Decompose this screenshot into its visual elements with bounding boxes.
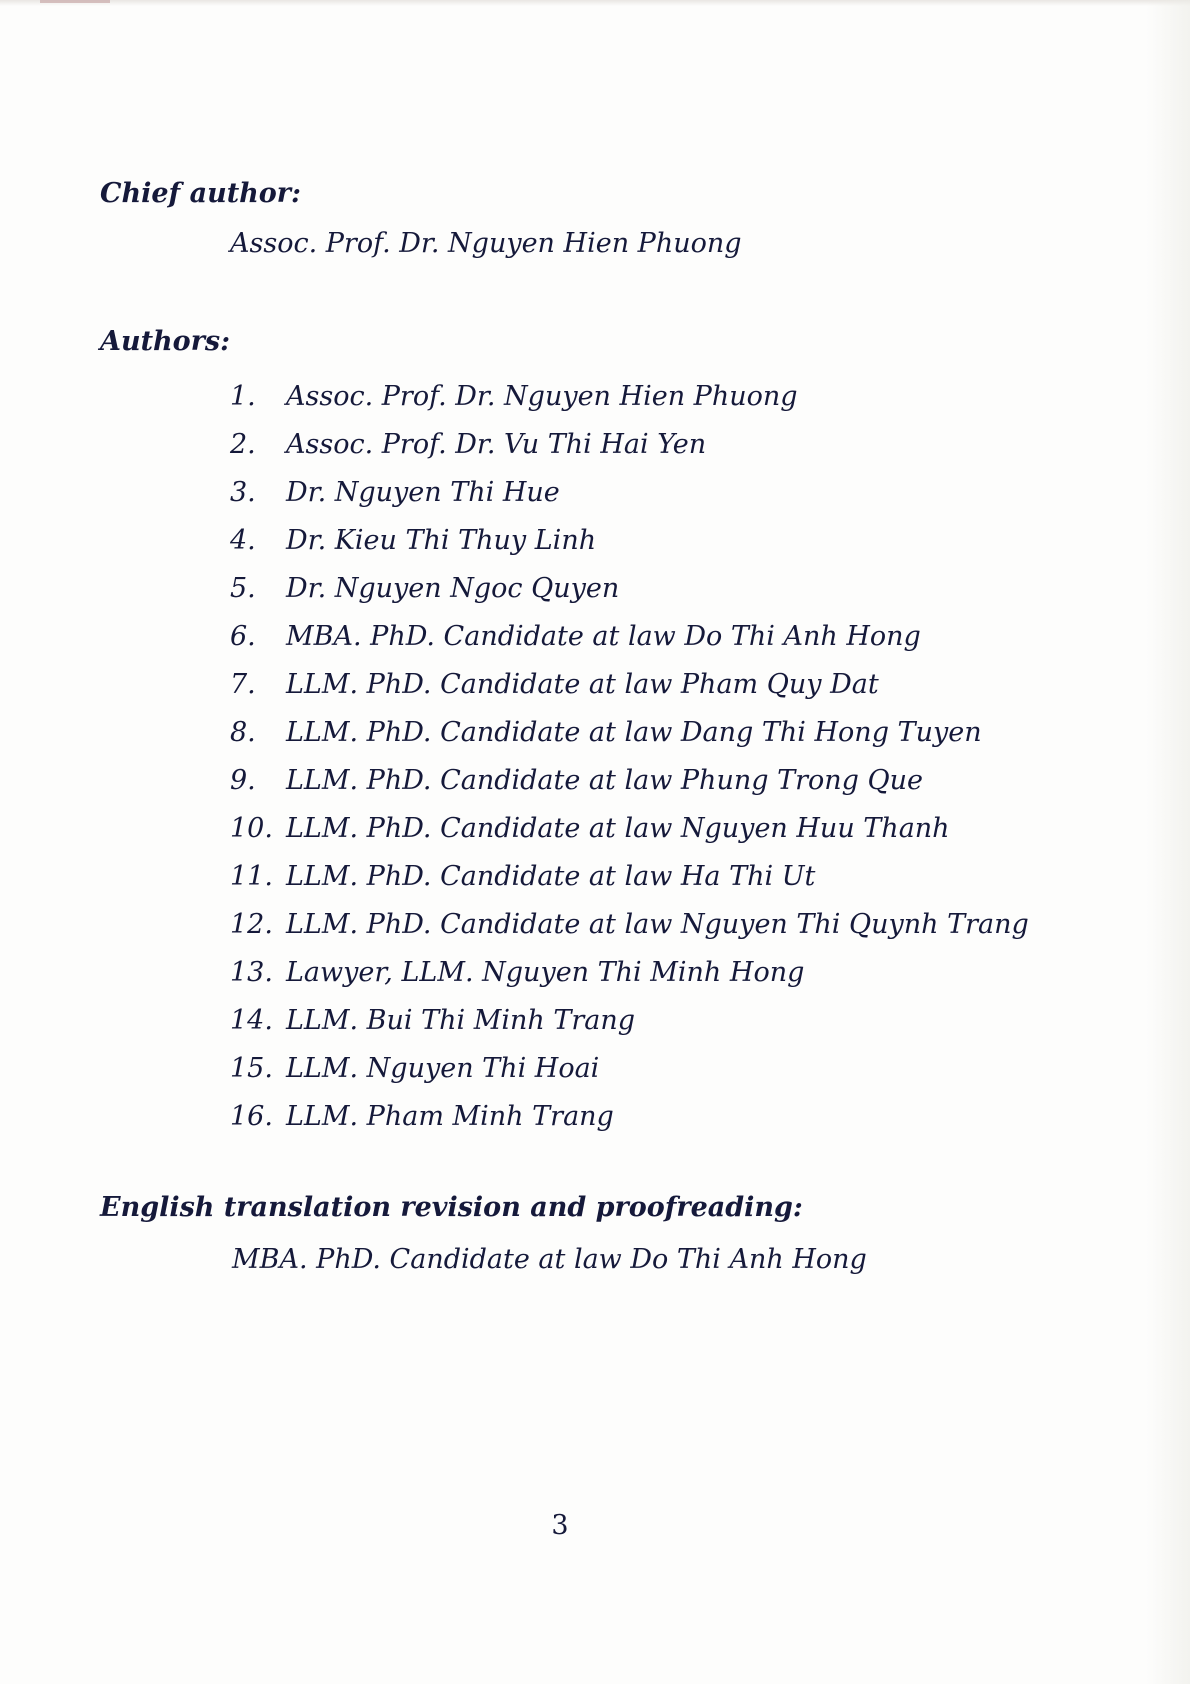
chief-author-heading: Chief author: xyxy=(100,178,301,209)
author-item xyxy=(230,996,1029,1044)
author-item xyxy=(230,564,1029,612)
author-number: 13. xyxy=(230,956,273,988)
page-number: 3 xyxy=(551,1510,569,1541)
author-number: 2. xyxy=(230,428,256,460)
scan-edge-right xyxy=(1146,0,1190,1684)
author-name: MBA. PhD. Candidate at law Do Thi Anh Hong xyxy=(286,620,921,652)
author-item xyxy=(230,852,1029,900)
author-name: LLM. PhD. Candidate at law Ha Thi Ut xyxy=(286,860,816,892)
author-name: LLM. Nguyen Thi Hoai xyxy=(286,1052,600,1084)
author-name: LLM. Pham Minh Trang xyxy=(286,1100,614,1132)
author-number: 7. xyxy=(230,668,256,700)
author-number: 10. xyxy=(230,812,273,844)
author-name: LLM. PhD. Candidate at law Nguyen Huu Thanh xyxy=(286,812,950,844)
author-item xyxy=(230,612,1029,660)
author-name: LLM. PhD. Candidate at law Pham Quy Dat xyxy=(286,668,879,700)
author-number: 14. xyxy=(230,1004,273,1036)
author-name: Dr. Kieu Thi Thuy Linh xyxy=(286,524,597,556)
author-name: Dr. Nguyen Ngoc Quyen xyxy=(286,572,620,604)
scan-mark xyxy=(40,0,110,3)
author-item xyxy=(230,468,1029,516)
author-number: 16. xyxy=(230,1100,273,1132)
author-name: Assoc. Prof. Dr. Nguyen Hien Phuong xyxy=(286,380,798,412)
author-name: Assoc. Prof. Dr. Vu Thi Hai Yen xyxy=(286,428,707,460)
author-name: Dr. Nguyen Thi Hue xyxy=(286,476,560,508)
author-name: LLM. Bui Thi Minh Trang xyxy=(286,1004,636,1036)
author-list xyxy=(230,372,1029,1140)
chief-author-name: Assoc. Prof. Dr. Nguyen Hien Phuong xyxy=(230,228,742,259)
author-number: 3. xyxy=(230,476,256,508)
author-number: 6. xyxy=(230,620,256,652)
scan-edge-top xyxy=(0,0,1190,6)
author-item xyxy=(230,372,1029,420)
author-name: LLM. PhD. Candidate at law Dang Thi Hong Tuyen xyxy=(286,716,982,748)
author-number: 5. xyxy=(230,572,256,604)
author-name: LLM. PhD. Candidate at law Nguyen Thi Quynh Trang xyxy=(286,908,1029,940)
author-item xyxy=(230,756,1029,804)
author-item xyxy=(230,900,1029,948)
translation-reviser-name: MBA. PhD. Candidate at law Do Thi Anh Hong xyxy=(232,1244,867,1275)
authors-heading: Authors: xyxy=(100,326,231,357)
author-item xyxy=(230,1092,1029,1140)
author-number: 1. xyxy=(230,380,256,412)
author-item xyxy=(230,708,1029,756)
author-name: Lawyer, LLM. Nguyen Thi Minh Hong xyxy=(286,956,805,988)
translation-heading: English translation revision and proofreading: xyxy=(100,1192,803,1223)
author-name: LLM. PhD. Candidate at law Phung Trong Que xyxy=(286,764,924,796)
author-item xyxy=(230,1044,1029,1092)
author-number: 15. xyxy=(230,1052,273,1084)
author-item xyxy=(230,948,1029,996)
author-item xyxy=(230,804,1029,852)
author-item xyxy=(230,420,1029,468)
author-number: 4. xyxy=(230,524,256,556)
author-number: 11. xyxy=(230,860,273,892)
author-number: 8. xyxy=(230,716,256,748)
author-item xyxy=(230,660,1029,708)
author-item xyxy=(230,516,1029,564)
author-number: 9. xyxy=(230,764,256,796)
author-number: 12. xyxy=(230,908,273,940)
